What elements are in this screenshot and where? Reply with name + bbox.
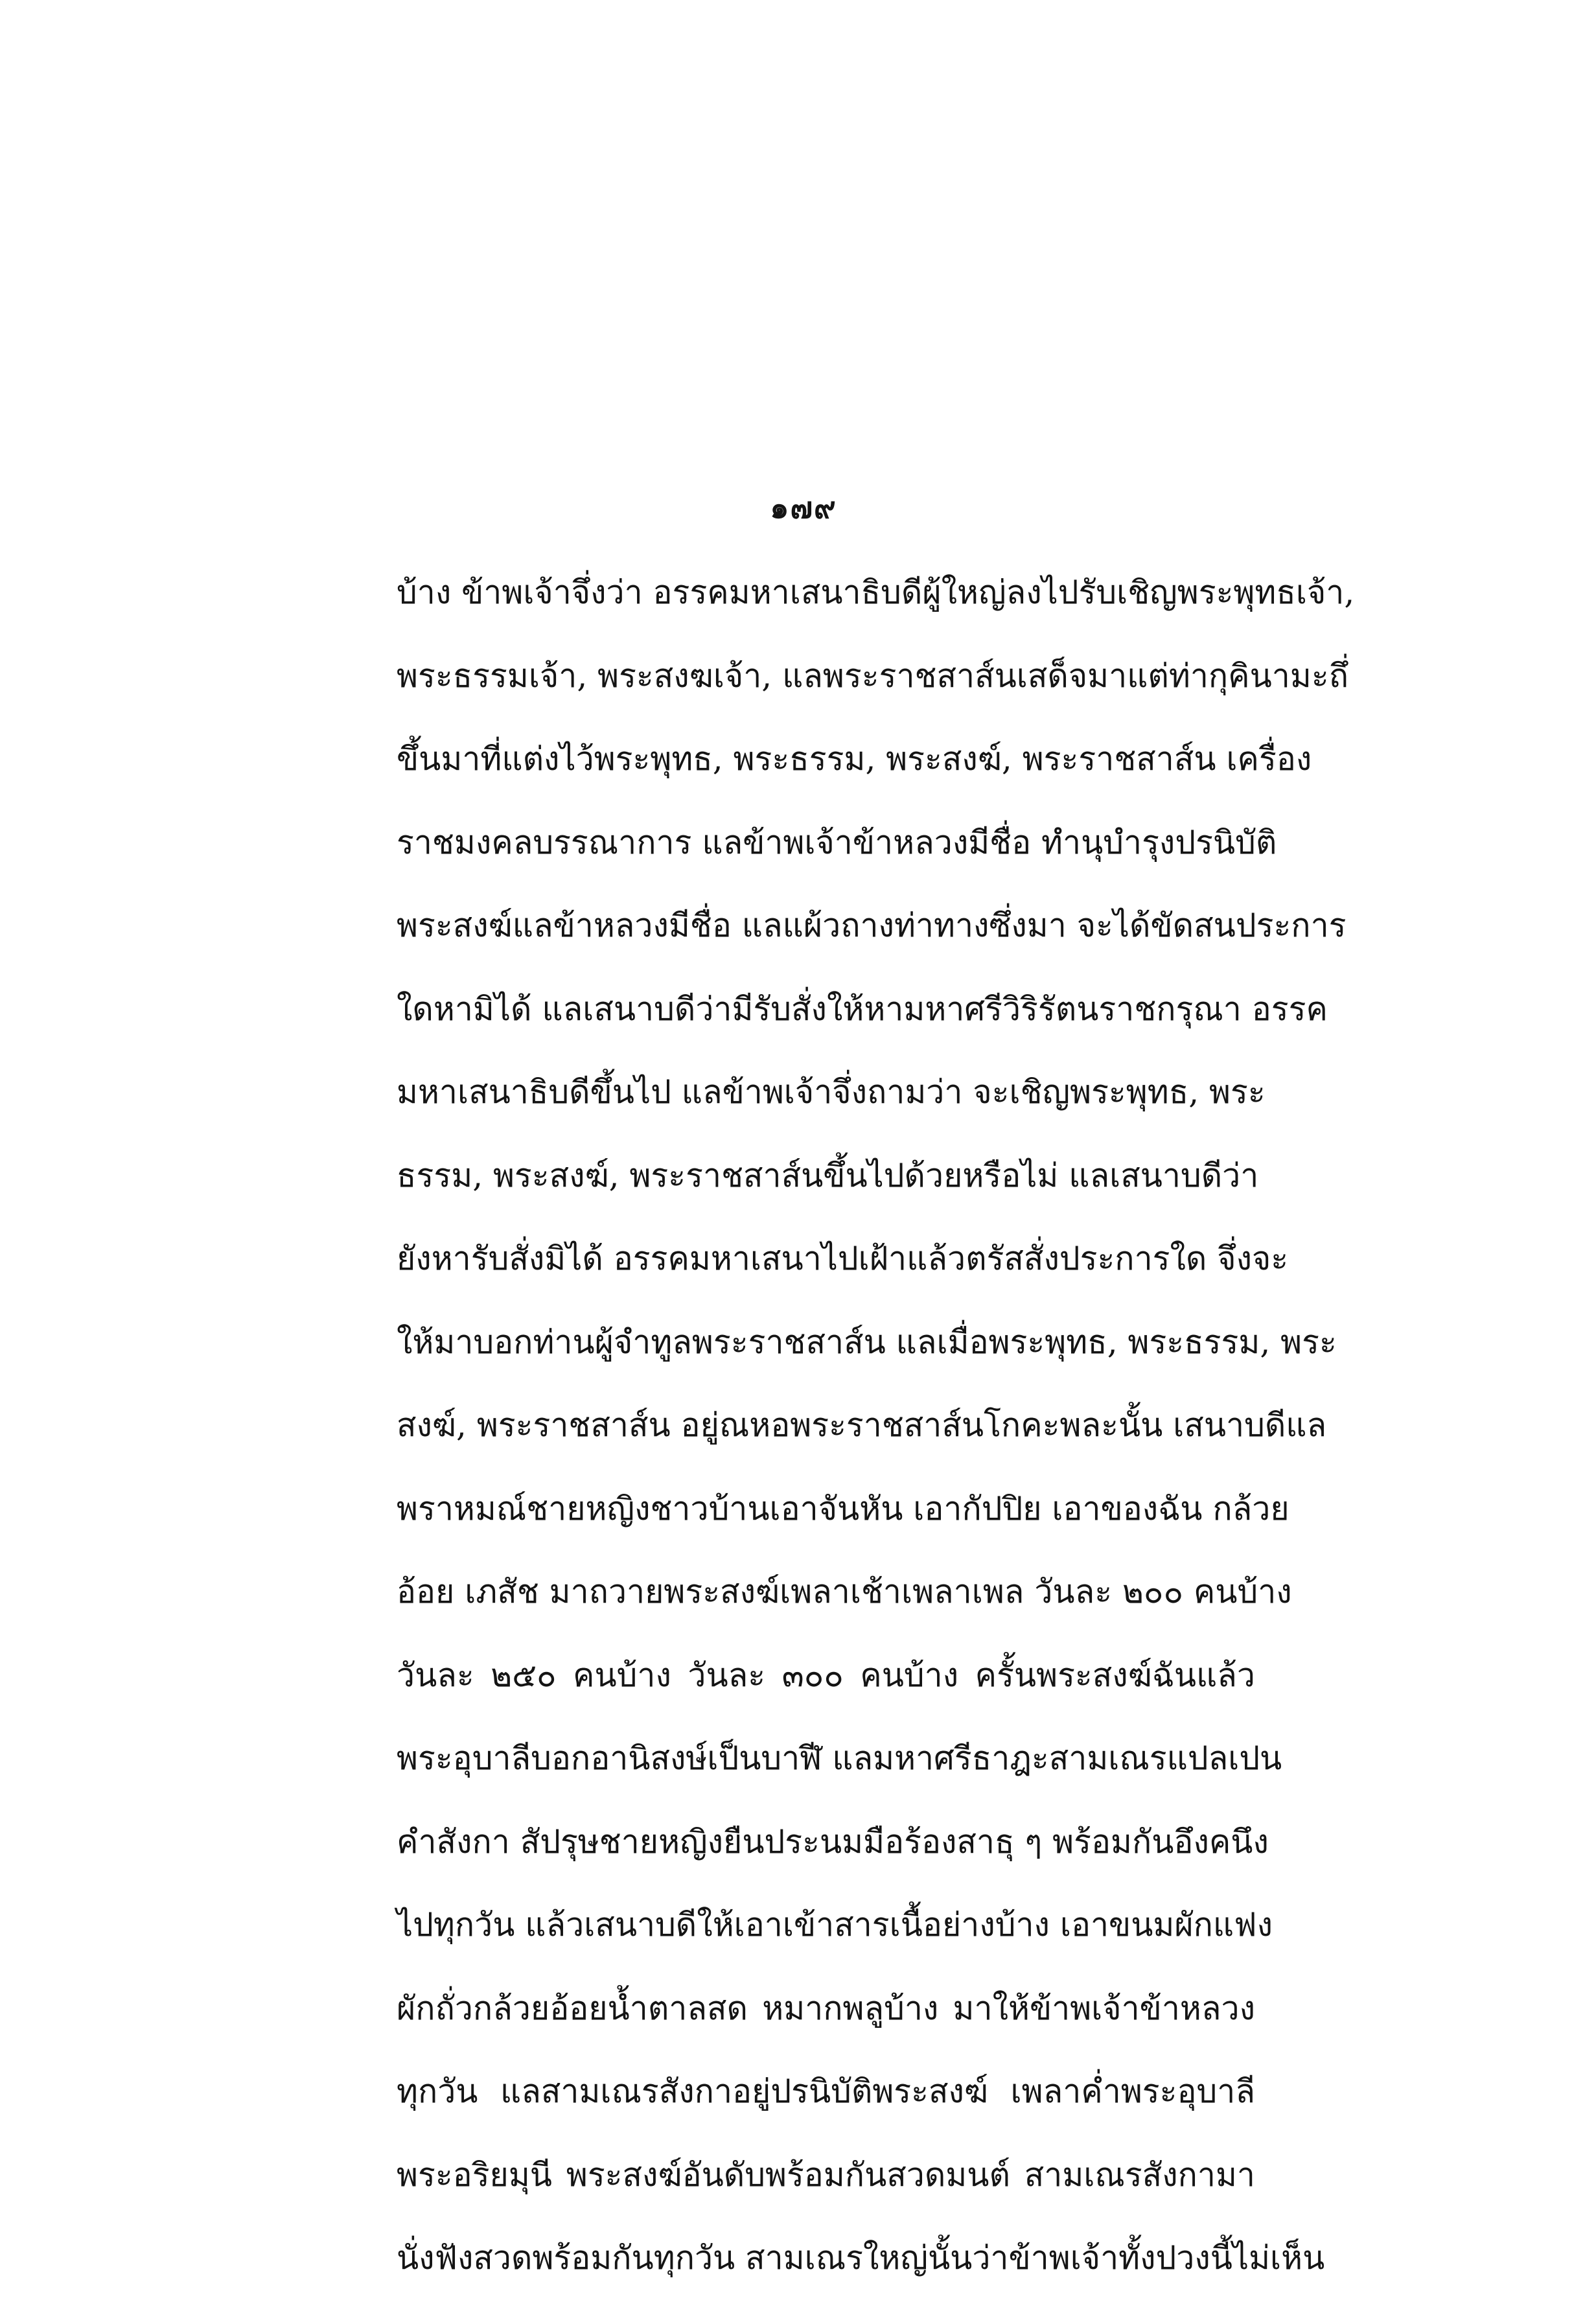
text-line-19: ทุกวัน แลสามเณรสังกาอยู่ปรนิบัติพระสงฆ์ เพลาค่ำพระอุบาลี <box>397 2073 1255 2110</box>
text-line-4: ราชมงคลบรรณาการ แลข้าพเจ้าข้าหลวงมีชื่อ ทำนุบำรุงปรนิบัติ <box>397 823 1277 861</box>
text-line-16: คำสังกา สัปรุษชายหญิงยืนประนมมือร้องสาธุ ๆ พร้อมกันอึงคนึง <box>397 1822 1269 1861</box>
text-line-14: วันละ ๒๕๐ คนบ้าง วันละ ๓๐๐ คนบ้าง ครั้นพระสงฆ์ฉันแล้ว <box>397 1656 1255 1694</box>
text-line-20: พระอริยมุนี พระสงฆ์อันดับพร้อมกันสวดมนต์ สามเณรสังกามา <box>397 2155 1255 2194</box>
body-text <box>397 551 1355 2300</box>
text-line-8: ธรรม, พระสงฆ์, พระราชสาส์นขึ้นไปด้วยหรือไม่ แลเสนาบดีว่า <box>397 1156 1259 1194</box>
text-line-5: พระสงฆ์แลข้าหลวงมีชื่อ แลแผ้วถางท่าทางซึ่งมา จะได้ขัดสนประการ <box>397 907 1347 944</box>
text-line-18: ผักถั่วกล้วยอ้อยน้ำตาลสด หมากพลูบ้าง มาให้ข้าพเจ้าข้าหลวง <box>397 1989 1255 2027</box>
text-line-17: ไปทุกวัน แล้วเสนาบดีให้เอาเข้าสารเนื้อย่างบ้าง เอาขนมผักแฟง <box>397 1906 1273 1944</box>
text-line-12: พราหมณ์ชายหญิงชาวบ้านเอาจันหัน เอากัปปิย เอาของฉัน กล้วย <box>397 1489 1290 1528</box>
text-line-1: บ้าง ข้าพเจ้าจึ่งว่า อรรคมหาเสนาธิบดีผู้ใหญ่ลงไปรับเชิญพระพุทธเจ้า, <box>397 574 1355 611</box>
text-line-10: ให้มาบอกท่านผู้จำทูลพระราชสาส์น แลเมื่อพระพุทธ, พระธรรม, พระ <box>397 1323 1337 1361</box>
text-line-2: พระธรรมเจ้า, พระสงฆเจ้า, แลพระราชสาส์นเสด็จมาแต่ท่ากุคินามะถึ่ <box>397 656 1348 695</box>
text-line-11: สงฆ์, พระราชสาส์น อยู่ณหอพระราชสาส์นโกคะพละนั้น เสนาบดีแล <box>397 1406 1327 1444</box>
text-line-15: พระอุบาลีบอกอานิสงษ์เป็นบาฬี แลมหาศรีธาฎะสามเณรแปลเปน <box>397 1739 1282 1777</box>
text-line-21: นั่งฟังสวดพร้อมกันทุกวัน สามเณรใหญ่นั้นว่าข้าพเจ้าทั้งปวงนี้ไม่เห็น <box>397 2239 1325 2277</box>
page-number: ๑๗๙ <box>770 490 837 525</box>
text-line-3: ขึ้นมาที่แต่งไว้พระพุทธ, พระธรรม, พระสงฆ์, พระราชสาส์น เครื่อง <box>397 740 1312 778</box>
text-line-9: ยังหารับสั่งมิได้ อรรคมหาเสนาไปเฝ้าแล้วตรัสสั่งประการใด จึ่งจะ <box>397 1240 1289 1277</box>
text-line-13: อ้อย เภสัช มาถวายพระสงฆ์เพลาเช้าเพลาเพล วันละ ๒๐๐ คนบ้าง <box>397 1573 1292 1610</box>
text-line-6: ใดหามิได้ แลเสนาบดีว่ามีรับสั่งให้หามหาศรีวิริรัตนราชกรุณา อรรค <box>397 990 1328 1028</box>
text-line-7: มหาเสนาธิบดีขึ้นไป แลข้าพเจ้าจึ่งถามว่า จะเชิญพระพุทธ, พระ <box>397 1073 1266 1111</box>
